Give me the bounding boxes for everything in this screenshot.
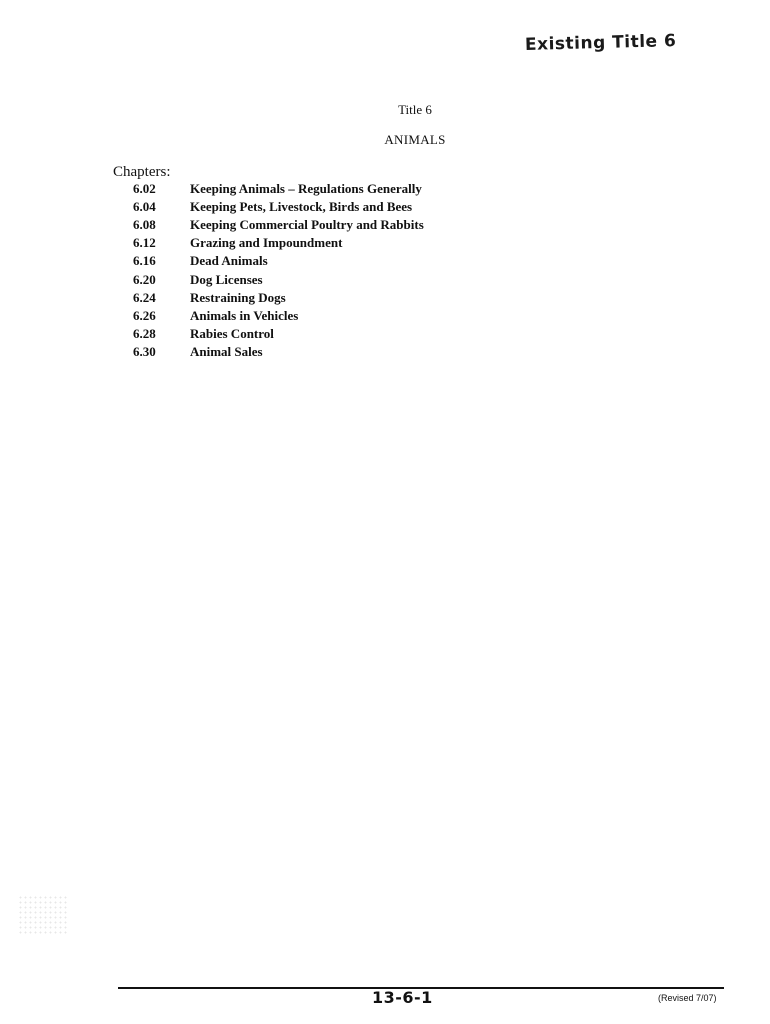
title-number: Title 6 xyxy=(398,102,432,117)
chapter-title: Restraining Dogs xyxy=(190,289,286,305)
chapter-number: 6.04 xyxy=(133,199,156,215)
chapter-title: Animal Sales xyxy=(190,343,263,359)
chapter-number: 6.26 xyxy=(133,307,156,323)
chapter-title: Dead Animals xyxy=(190,253,268,269)
chapter-number: 6.02 xyxy=(133,181,156,197)
chapter-row xyxy=(133,307,424,325)
chapter-number: 6.20 xyxy=(133,271,156,287)
scan-artifact xyxy=(18,895,68,935)
chapter-title: Dog Licenses xyxy=(190,271,263,287)
chapter-row xyxy=(133,252,424,270)
chapter-number: 6.24 xyxy=(133,289,156,305)
chapter-list xyxy=(133,180,424,361)
chapter-title: Keeping Commercial Poultry and Rabbits xyxy=(190,217,424,233)
chapter-title: Animals in Vehicles xyxy=(190,307,299,323)
handwritten-annotation: Existing Title 6 xyxy=(524,31,677,55)
chapter-number: 6.16 xyxy=(133,253,156,269)
chapter-row xyxy=(133,216,424,234)
chapter-row xyxy=(133,270,424,288)
title-name: ANIMALS xyxy=(384,132,446,147)
chapter-title: Grazing and Impoundment xyxy=(190,235,343,251)
chapter-row xyxy=(133,234,424,252)
chapter-title: Keeping Animals – Regulations Generally xyxy=(190,181,422,197)
page-number: 13-6-1 xyxy=(372,988,433,1007)
revision-note: (Revised 7/07) xyxy=(658,993,717,1003)
chapter-number: 6.12 xyxy=(133,235,156,251)
chapter-number: 6.30 xyxy=(133,343,156,359)
chapter-title: Keeping Pets, Livestock, Birds and Bees xyxy=(190,199,413,215)
chapter-title: Rabies Control xyxy=(190,325,274,341)
chapters-label: Chapters: xyxy=(113,164,171,180)
chapter-number: 6.08 xyxy=(133,217,156,233)
chapter-number: 6.28 xyxy=(133,325,156,341)
chapter-row xyxy=(133,289,424,307)
chapter-row xyxy=(133,325,424,343)
chapter-row xyxy=(133,198,424,216)
chapter-row xyxy=(133,180,424,198)
chapter-row xyxy=(133,343,424,361)
